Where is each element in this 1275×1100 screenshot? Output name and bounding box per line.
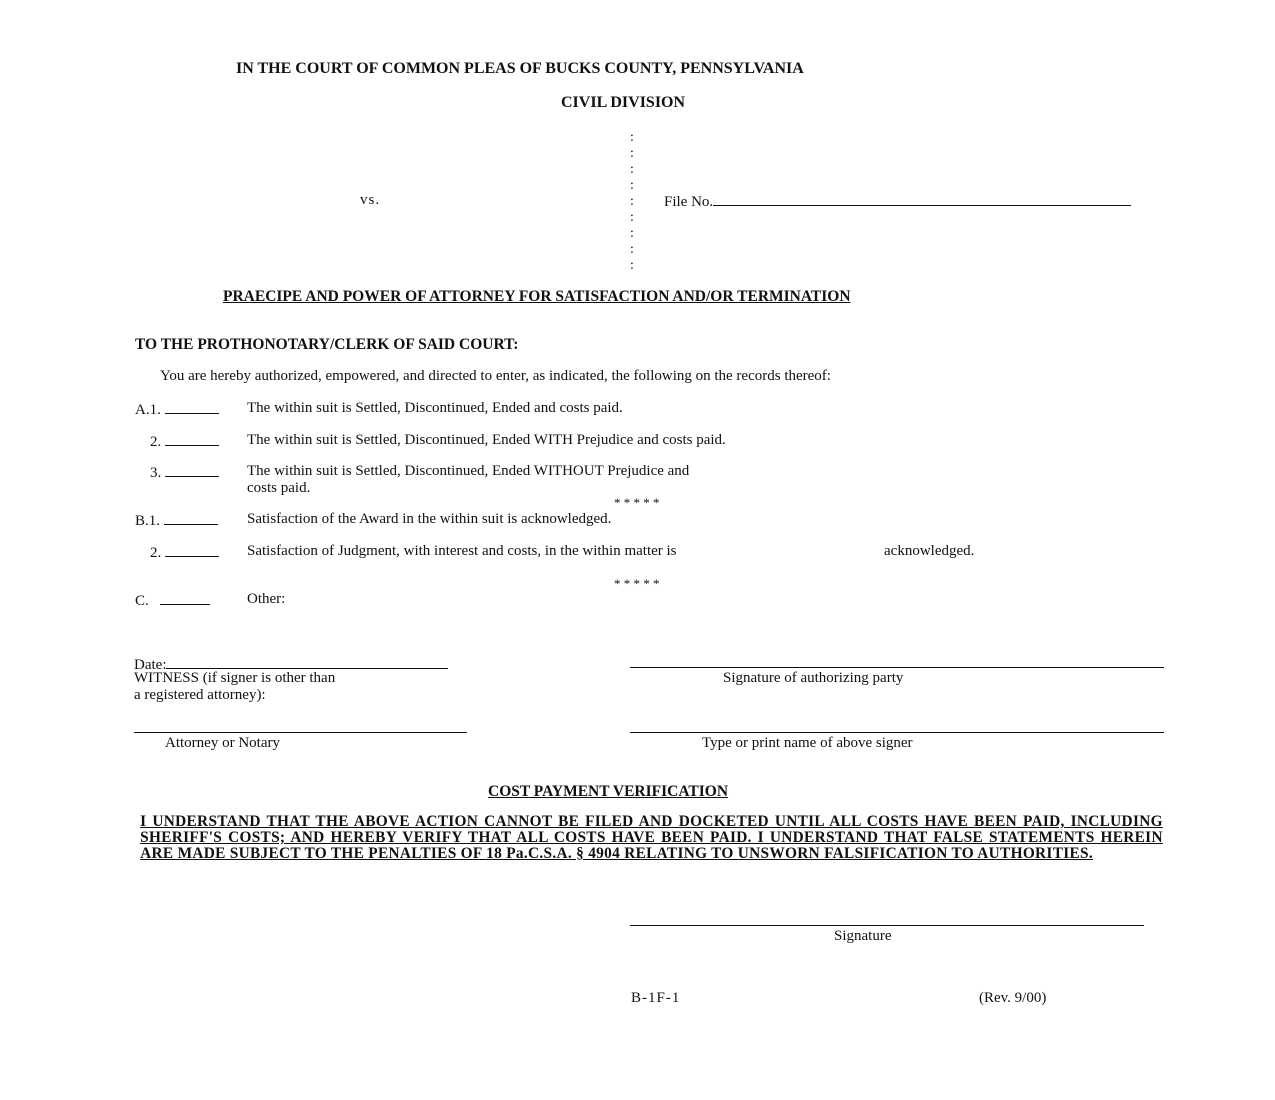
option-label: C. [135,593,149,609]
verification-signature-label: Signature [834,928,892,944]
date-label: Date: [134,657,167,673]
date-blank[interactable] [166,655,448,669]
option-a3[interactable] [150,463,219,482]
separator: * * * * * [614,495,660,510]
authorizing-signature-line[interactable] [630,667,1164,668]
colon: : [630,210,634,225]
file-number-field[interactable] [664,192,1131,211]
checkbox-blank[interactable] [165,400,219,414]
option-text: Other: [247,591,286,607]
option-c[interactable] [135,591,210,610]
option-b2[interactable] [150,543,219,562]
addressee: TO THE PROTHONOTARY/CLERK OF SAID COURT: [135,336,519,353]
option-label: 3. [150,465,162,481]
versus-label: vs. [360,192,381,208]
option-text: The within suit is Settled, Discontinued, Ended WITH Prejudice and costs paid. [247,432,726,448]
separator: * * * * * [614,576,660,591]
division-heading: CIVIL DIVISION [561,94,686,111]
option-text: Satisfaction of Judgment, with interest and costs, in the within matter is [247,543,677,559]
colon: : [630,258,634,273]
print-name-label: Type or print name of above signer [702,735,913,751]
witness-label-continued: a registered attorney): [134,687,266,703]
attorney-label: Attorney or Notary [165,735,280,751]
checkbox-blank[interactable] [165,543,219,557]
print-name-line[interactable] [630,732,1164,733]
option-text: The within suit is Settled, Discontinued, Ended and costs paid. [247,400,623,416]
option-text: Satisfaction of the Award in the within suit is acknowledged. [247,511,612,527]
authorizing-signature-label: Signature of authorizing party [723,670,904,686]
form-number: B-1F-1 [631,990,681,1006]
colon: : [630,242,634,257]
intro-text: You are hereby authorized, empowered, and directed to enter, as indicated, the following on the records thereof: [160,368,831,384]
option-b1[interactable] [135,511,218,530]
checkbox-blank[interactable] [160,591,210,605]
colon: : [630,194,634,209]
option-text: The within suit is Settled, Discontinued, Ended WITHOUT Prejudice and [247,463,690,479]
checkbox-blank[interactable] [164,511,218,525]
checkbox-blank[interactable] [165,432,219,446]
option-label: 2. [150,434,162,450]
colon: : [630,130,634,145]
colon: : [630,226,634,241]
verification-signature-line[interactable] [630,925,1144,926]
witness-label: WITNESS (if signer is other than [134,670,336,686]
option-a2[interactable] [150,432,219,451]
option-label: 2. [150,545,162,561]
option-label: B.1. [135,513,161,529]
attorney-signature-line[interactable] [134,732,467,733]
colon: : [630,178,634,193]
option-text-continued: costs paid. [247,480,311,496]
revision: (Rev. 9/00) [979,990,1047,1006]
court-heading: IN THE COURT OF COMMON PLEAS OF BUCKS COUNTY, PENNSYLVANIA [236,60,804,77]
option-a1[interactable] [135,400,219,419]
document-title: PRAECIPE AND POWER OF ATTORNEY FOR SATISFACTION AND/OR TERMINATION [223,288,851,305]
file-number-label: File No. [664,194,714,210]
colon: : [630,162,634,177]
option-label: A.1. [135,402,161,418]
verification-title: COST PAYMENT VERIFICATION [488,783,729,800]
option-text-continued: acknowledged. [884,543,975,559]
verification-text: I UNDERSTAND THAT THE ABOVE ACTION CANNOT BE FILED AND DOCKETED UNTIL ALL COSTS HAVE BEEN PAID, INCLUDING SHERIFF'S COSTS; AND HEREBY VERIFY THAT ALL COSTS HAVE BEEN PAID. I UNDERSTAND THAT FALSE STATEMENTS HEREIN ARE MADE SUBJECT TO THE PENALTIES OF 18 Pa.C.S.A. § 4904 RELATING TO UNSWORN FALSIFICATION TO AUTHORITIES. [140,813,1163,862]
checkbox-blank[interactable] [165,463,219,477]
colon: : [630,146,634,161]
file-number-blank[interactable] [713,192,1131,206]
